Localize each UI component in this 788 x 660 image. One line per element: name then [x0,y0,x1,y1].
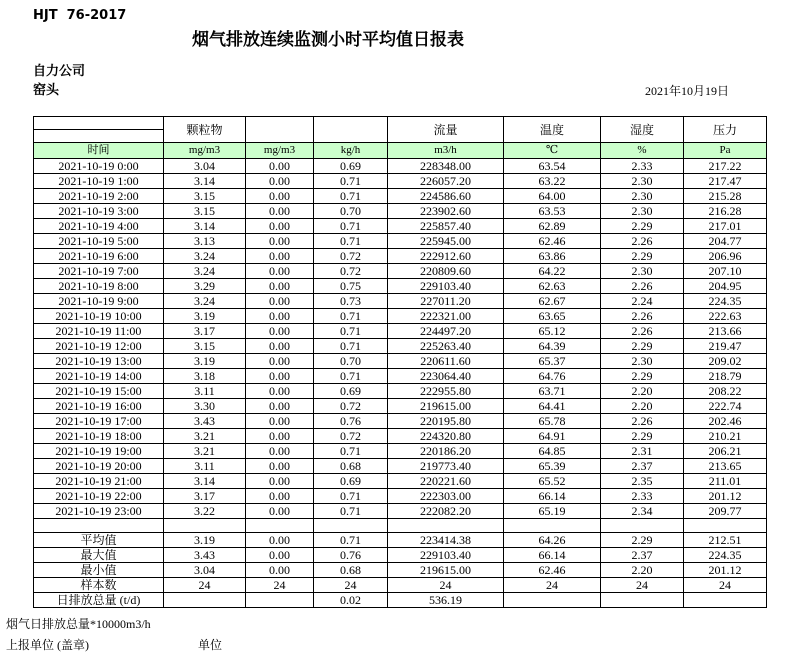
value-cell: 0.00 [246,174,314,189]
value-cell: 63.71 [504,384,601,399]
summary-value-cell: 66.14 [504,548,601,563]
table-row [34,294,767,309]
value-cell: 63.86 [504,249,601,264]
time-cell: 2021-10-19 1:00 [34,174,164,189]
summary-value-cell: 0.00 [246,563,314,578]
value-cell: 228348.00 [388,159,504,174]
value-cell: 222082.20 [388,504,504,519]
summary-value-cell: 3.43 [164,548,246,563]
value-cell: 3.11 [164,384,246,399]
summary-value-cell [684,593,767,608]
value-cell: 62.63 [504,279,601,294]
time-cell: 2021-10-19 23:00 [34,504,164,519]
standard-code: HJT 76-2017 [33,8,127,23]
table-row [34,444,767,459]
value-cell: 219.47 [684,339,767,354]
summary-value-cell: 64.26 [504,533,601,548]
value-cell: 0.00 [246,234,314,249]
time-cell: 2021-10-19 6:00 [34,249,164,264]
summary-value-cell: 2.20 [601,563,684,578]
value-cell: 217.47 [684,174,767,189]
table-row [34,264,767,279]
value-cell: 224320.80 [388,429,504,444]
value-cell: 0.76 [314,414,388,429]
value-cell: 0.71 [314,219,388,234]
value-cell: 3.11 [164,459,246,474]
value-cell: 3.15 [164,189,246,204]
value-cell: 63.65 [504,309,601,324]
value-cell: 220611.60 [388,354,504,369]
table-row [34,189,767,204]
value-cell: 3.17 [164,324,246,339]
value-cell: 225945.00 [388,234,504,249]
value-cell: 3.14 [164,174,246,189]
time-cell: 2021-10-19 0:00 [34,159,164,174]
summary-value-cell [504,593,601,608]
value-cell: 2.37 [601,459,684,474]
time-cell: 2021-10-19 5:00 [34,234,164,249]
table-row [34,369,767,384]
table-row [34,279,767,294]
value-cell: 0.00 [246,159,314,174]
monitoring-table [33,116,767,608]
value-cell: 0.72 [314,429,388,444]
header-spacer-cell [34,117,164,130]
summary-value-cell [246,593,314,608]
value-cell: 3.22 [164,504,246,519]
value-cell: 3.24 [164,264,246,279]
time-cell: 2021-10-19 4:00 [34,219,164,234]
value-cell: 0.00 [246,384,314,399]
value-cell: 0.00 [246,189,314,204]
unit-header-row [34,143,767,159]
value-cell: 225857.40 [388,219,504,234]
time-cell: 2021-10-19 12:00 [34,339,164,354]
value-cell: 63.53 [504,204,601,219]
summary-value-cell: 24 [314,578,388,593]
value-cell: 0.00 [246,474,314,489]
value-cell: 222303.00 [388,489,504,504]
value-cell: 204.95 [684,279,767,294]
summary-row [34,533,767,548]
time-cell: 2021-10-19 16:00 [34,399,164,414]
value-cell: 219773.40 [388,459,504,474]
value-cell: 3.30 [164,399,246,414]
value-cell: 220809.60 [388,264,504,279]
time-header-cell: 时间 [34,143,164,159]
time-cell: 2021-10-19 17:00 [34,414,164,429]
value-cell: 217.01 [684,219,767,234]
value-cell: 0.00 [246,489,314,504]
value-cell: 209.77 [684,504,767,519]
value-cell: 3.19 [164,354,246,369]
table-row [34,309,767,324]
value-cell: 0.72 [314,249,388,264]
value-cell: 62.46 [504,234,601,249]
value-cell: 3.19 [164,309,246,324]
value-cell: 0.68 [314,459,388,474]
blank-cell [601,519,684,533]
blank-cell [34,519,164,533]
table-row [34,399,767,414]
table-row [34,204,767,219]
footer-row [6,636,766,653]
value-cell: 0.00 [246,264,314,279]
value-cell: 204.77 [684,234,767,249]
time-cell: 2021-10-19 14:00 [34,369,164,384]
time-cell: 2021-10-19 18:00 [34,429,164,444]
unit-header-cell: kg/h [314,143,388,159]
blank-cell [314,519,388,533]
time-cell: 2021-10-19 21:00 [34,474,164,489]
value-cell: 0.00 [246,414,314,429]
value-cell: 2.31 [601,444,684,459]
value-cell: 0.00 [246,204,314,219]
value-cell: 0.00 [246,369,314,384]
table-row [34,459,767,474]
table-row [34,504,767,519]
value-cell: 3.24 [164,294,246,309]
summary-value-cell: 0.00 [246,533,314,548]
value-cell: 0.70 [314,204,388,219]
summary-label-cell: 样本数 [34,578,164,593]
value-cell: 2.26 [601,414,684,429]
time-cell: 2021-10-19 8:00 [34,279,164,294]
table-row [34,324,767,339]
time-cell: 2021-10-19 7:00 [34,264,164,279]
group-header-cell: 温度 [504,117,601,143]
value-cell: 2.30 [601,189,684,204]
value-cell: 224.35 [684,294,767,309]
value-cell: 2.34 [601,504,684,519]
summary-value-cell [164,593,246,608]
table-row [34,174,767,189]
summary-value-cell: 2.37 [601,548,684,563]
summary-value-cell: 219615.00 [388,563,504,578]
value-cell: 0.00 [246,504,314,519]
value-cell: 2.20 [601,384,684,399]
summary-value-cell: 24 [504,578,601,593]
time-cell: 2021-10-19 10:00 [34,309,164,324]
summary-row [34,593,767,608]
value-cell: 0.71 [314,369,388,384]
header-spacer-cell [34,130,164,143]
value-cell: 65.78 [504,414,601,429]
value-cell: 2.29 [601,249,684,264]
value-cell: 0.00 [246,324,314,339]
unit-header-cell: m3/h [388,143,504,159]
value-cell: 0.69 [314,474,388,489]
summary-row [34,578,767,593]
time-cell: 2021-10-19 9:00 [34,294,164,309]
summary-value-cell: 24 [388,578,504,593]
value-cell: 2.29 [601,339,684,354]
value-cell: 0.73 [314,294,388,309]
unit-label: 单位 [198,638,223,652]
value-cell: 213.66 [684,324,767,339]
value-cell: 64.76 [504,369,601,384]
value-cell: 3.14 [164,219,246,234]
value-cell: 0.70 [314,354,388,369]
value-cell: 2.26 [601,324,684,339]
value-cell: 63.54 [504,159,601,174]
value-cell: 202.46 [684,414,767,429]
value-cell: 222955.80 [388,384,504,399]
value-cell: 2.30 [601,174,684,189]
value-cell: 65.37 [504,354,601,369]
value-cell: 0.00 [246,309,314,324]
value-cell: 223902.60 [388,204,504,219]
blank-cell [388,519,504,533]
value-cell: 222321.00 [388,309,504,324]
value-cell: 201.12 [684,489,767,504]
table-row [34,429,767,444]
value-cell: 0.00 [246,429,314,444]
report-date: 2021年10月19日 [645,84,730,98]
value-cell: 220186.20 [388,444,504,459]
value-cell: 222.63 [684,309,767,324]
value-cell: 0.71 [314,189,388,204]
value-cell: 3.17 [164,489,246,504]
blank-cell [504,519,601,533]
time-cell: 2021-10-19 22:00 [34,489,164,504]
value-cell: 64.39 [504,339,601,354]
value-cell: 2.26 [601,279,684,294]
group-header-cell: 压力 [684,117,767,143]
value-cell: 0.71 [314,234,388,249]
summary-value-cell: 201.12 [684,563,767,578]
value-cell: 0.75 [314,279,388,294]
summary-value-cell: 0.71 [314,533,388,548]
unit-header-cell: % [601,143,684,159]
unit-header-cell: ℃ [504,143,601,159]
time-cell: 2021-10-19 15:00 [34,384,164,399]
value-cell: 218.79 [684,369,767,384]
value-cell: 206.21 [684,444,767,459]
summary-value-cell: 24 [246,578,314,593]
value-cell: 219615.00 [388,399,504,414]
summary-value-cell: 0.76 [314,548,388,563]
value-cell: 2.24 [601,294,684,309]
value-cell: 3.18 [164,369,246,384]
value-cell: 3.15 [164,339,246,354]
summary-value-cell: 24 [684,578,767,593]
value-cell: 2.29 [601,219,684,234]
value-cell: 65.12 [504,324,601,339]
value-cell: 65.52 [504,474,601,489]
report-title: 烟气排放连续监测小时平均值日报表 [192,30,464,49]
value-cell: 64.22 [504,264,601,279]
value-cell: 0.00 [246,459,314,474]
value-cell: 0.71 [314,339,388,354]
value-cell: 0.71 [314,444,388,459]
unit-header-cell: mg/m3 [246,143,314,159]
summary-label-cell: 最小值 [34,563,164,578]
value-cell: 3.15 [164,204,246,219]
value-cell: 215.28 [684,189,767,204]
table-row [34,219,767,234]
report-unit-label: 上报单位 (盖章) [6,638,89,652]
table-row [34,249,767,264]
value-cell: 63.22 [504,174,601,189]
value-cell: 0.00 [246,219,314,234]
value-cell: 3.14 [164,474,246,489]
unit-header-cell: mg/m3 [164,143,246,159]
group-header-row [34,117,767,130]
value-cell: 0.00 [246,354,314,369]
table-row [34,234,767,249]
value-cell: 2.33 [601,489,684,504]
time-cell: 2021-10-19 11:00 [34,324,164,339]
blank-cell [246,519,314,533]
value-cell: 3.21 [164,429,246,444]
value-cell: 3.04 [164,159,246,174]
value-cell: 222912.60 [388,249,504,264]
value-cell: 0.72 [314,264,388,279]
value-cell: 3.13 [164,234,246,249]
table-row [34,489,767,504]
time-cell: 2021-10-19 3:00 [34,204,164,219]
station-name: 窑头 [33,82,60,97]
value-cell: 0.00 [246,294,314,309]
value-cell: 0.71 [314,309,388,324]
summary-value-cell: 224.35 [684,548,767,563]
summary-value-cell: 0.00 [246,548,314,563]
value-cell: 3.29 [164,279,246,294]
value-cell: 216.28 [684,204,767,219]
value-cell: 64.91 [504,429,601,444]
value-cell: 0.00 [246,249,314,264]
value-cell: 2.30 [601,204,684,219]
company-name: 自力公司 [33,63,86,78]
value-cell: 0.71 [314,174,388,189]
value-cell: 3.24 [164,249,246,264]
value-cell: 3.43 [164,414,246,429]
value-cell: 220195.80 [388,414,504,429]
time-cell: 2021-10-19 13:00 [34,354,164,369]
table-row [34,414,767,429]
summary-label-cell: 日排放总量 (t/d) [34,593,164,608]
blank-cell [684,519,767,533]
group-header-cell [246,117,314,143]
value-cell: 66.14 [504,489,601,504]
value-cell: 64.00 [504,189,601,204]
value-cell: 206.96 [684,249,767,264]
value-cell: 2.29 [601,429,684,444]
value-cell: 207.10 [684,264,767,279]
value-cell: 210.21 [684,429,767,444]
value-cell: 224586.60 [388,189,504,204]
value-cell: 2.20 [601,399,684,414]
value-cell: 229103.40 [388,279,504,294]
summary-value-cell: 229103.40 [388,548,504,563]
value-cell: 226057.20 [388,174,504,189]
value-cell: 62.89 [504,219,601,234]
value-cell: 2.30 [601,354,684,369]
footnote-total: 烟气日排放总量*10000m3/h [6,617,151,631]
summary-value-cell: 223414.38 [388,533,504,548]
value-cell: 2.33 [601,159,684,174]
table-row [34,339,767,354]
value-cell: 223064.40 [388,369,504,384]
summary-row [34,563,767,578]
summary-value-cell: 536.19 [388,593,504,608]
value-cell: 64.41 [504,399,601,414]
value-cell: 2.35 [601,474,684,489]
value-cell: 209.02 [684,354,767,369]
summary-value-cell: 3.04 [164,563,246,578]
blank-row [34,519,767,533]
value-cell: 222.74 [684,399,767,414]
group-header-cell: 流量 [388,117,504,143]
group-header-cell: 湿度 [601,117,684,143]
value-cell: 0.00 [246,444,314,459]
summary-value-cell: 0.02 [314,593,388,608]
blank-cell [164,519,246,533]
value-cell: 224497.20 [388,324,504,339]
value-cell: 225263.40 [388,339,504,354]
table-row [34,384,767,399]
table-row [34,354,767,369]
value-cell: 0.71 [314,504,388,519]
time-cell: 2021-10-19 20:00 [34,459,164,474]
value-cell: 227011.20 [388,294,504,309]
value-cell: 2.30 [601,264,684,279]
value-cell: 211.01 [684,474,767,489]
summary-label-cell: 平均值 [34,533,164,548]
summary-value-cell: 212.51 [684,533,767,548]
summary-value-cell: 2.29 [601,533,684,548]
summary-value-cell: 24 [601,578,684,593]
summary-value-cell: 62.46 [504,563,601,578]
value-cell: 0.71 [314,324,388,339]
summary-row [34,548,767,563]
value-cell: 2.26 [601,309,684,324]
table-row [34,159,767,174]
unit-header-cell: Pa [684,143,767,159]
value-cell: 0.00 [246,339,314,354]
value-cell: 208.22 [684,384,767,399]
summary-value-cell [601,593,684,608]
value-cell: 2.26 [601,234,684,249]
summary-value-cell: 24 [164,578,246,593]
value-cell: 64.85 [504,444,601,459]
time-cell: 2021-10-19 2:00 [34,189,164,204]
value-cell: 62.67 [504,294,601,309]
value-cell: 0.00 [246,399,314,414]
value-cell: 0.72 [314,399,388,414]
time-cell: 2021-10-19 19:00 [34,444,164,459]
group-header-cell: 颗粒物 [164,117,246,143]
value-cell: 65.39 [504,459,601,474]
value-cell: 2.29 [601,369,684,384]
summary-value-cell: 0.68 [314,563,388,578]
value-cell: 220221.60 [388,474,504,489]
summary-label-cell: 最大值 [34,548,164,563]
value-cell: 0.00 [246,279,314,294]
value-cell: 0.69 [314,159,388,174]
summary-value-cell: 3.19 [164,533,246,548]
table-row [34,474,767,489]
value-cell: 0.69 [314,384,388,399]
value-cell: 65.19 [504,504,601,519]
value-cell: 213.65 [684,459,767,474]
value-cell: 0.71 [314,489,388,504]
value-cell: 217.22 [684,159,767,174]
group-header-cell [314,117,388,143]
value-cell: 3.21 [164,444,246,459]
